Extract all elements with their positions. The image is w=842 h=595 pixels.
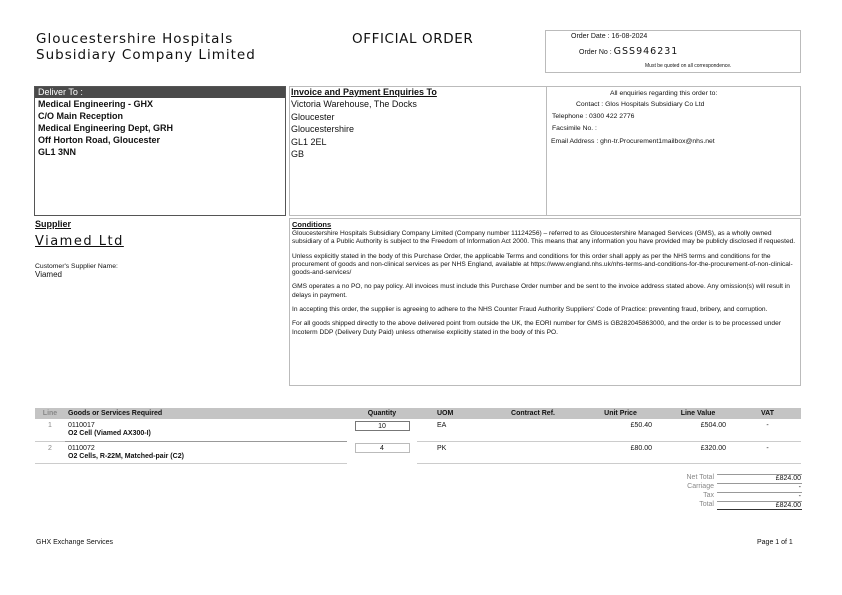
condition-paragraph: In accepting this order, the supplier is agreeing to adhere to the NHS Counter Fraud Authority Suppliers' Code of Practice: preventing fraud, bribery, and corruption. (292, 306, 768, 314)
row-vat: - (766, 422, 769, 429)
row-quantity: 4 (355, 443, 410, 453)
order-number-row (579, 46, 678, 57)
footer-source: GHX Exchange Services (36, 539, 114, 546)
contact-row (576, 101, 704, 108)
tax-label: Tax (703, 492, 714, 499)
net-total-value: £824.00 (717, 474, 802, 482)
telephone-row (552, 113, 634, 120)
deliver-to-address (35, 98, 285, 158)
row-line-number: 1 (48, 422, 52, 429)
conditions-heading: Conditions (292, 220, 332, 229)
header-uom: UOM (417, 408, 487, 419)
order-date-value: 16-08-2024 (611, 33, 648, 40)
row-uom: EA (437, 422, 447, 429)
row-item-code: 0110017 (68, 422, 95, 429)
totals-block (640, 474, 802, 510)
row-line-number: 2 (48, 444, 52, 452)
order-date-label: Order Date : (571, 33, 610, 40)
header-line: Line (35, 408, 65, 419)
enquiries-note: All enquiries regarding this order to: (610, 90, 718, 97)
page-number: Page 1 of 1 (757, 539, 793, 546)
contact-section (546, 87, 802, 215)
carriage-label: Carriage (687, 483, 714, 490)
deliver-address-line: Medical Engineering Dept, GRH (38, 123, 174, 133)
invoice-address-line: GB (291, 149, 305, 159)
table-row-desc (35, 452, 801, 464)
company-name-line2: Subsidiary Company Limited (36, 47, 256, 63)
row-uom: PK (437, 444, 447, 452)
facsimile-row (552, 125, 597, 132)
header-goods: Goods or Services Required (65, 408, 347, 419)
row-quantity-cell (347, 441, 417, 464)
carriage-value: - (717, 483, 802, 491)
supplier-name: Viamed Ltd (35, 234, 124, 249)
row-vat: - (766, 444, 769, 452)
header-contract-ref: Contract Ref. (487, 408, 579, 419)
table-row (35, 441, 801, 452)
net-total-label: Net Total (686, 474, 714, 481)
row-quantity-cell (347, 419, 417, 441)
order-number-label: Order No : (579, 49, 612, 56)
table-header-row (35, 408, 801, 419)
invoice-address-section (290, 87, 546, 215)
email-label: Email Address : (551, 138, 599, 145)
telephone-value: 0300 422 2776 (589, 113, 635, 120)
grand-total-value: £824.00 (717, 501, 802, 510)
company-name (36, 31, 256, 63)
invoice-address-line: GL1 2EL (291, 136, 327, 147)
invoice-heading: Invoice and Payment Enquiries To (291, 87, 437, 97)
order-number-value: GSS946231 (613, 46, 679, 57)
row-item-description: O2 Cells, R-22M, Matched-pair (C2) (65, 452, 347, 464)
supplier-heading: Supplier (35, 219, 72, 229)
facsimile-label: Facsimile No. : (552, 125, 597, 132)
header-quantity: Quantity (347, 408, 417, 419)
row-line-value: £320.00 (700, 444, 726, 452)
row-unit-price: £80.00 (630, 444, 652, 452)
order-number-note: Must be quoted on all correspondence. (645, 63, 732, 69)
condition-paragraph: GMS operates a no PO, no pay policy. All invoices must include this Purchase Order number and be sent to the invoice address stated above. Any omission(s) will result in delays in payment. (292, 283, 790, 299)
deliver-address-line: GL1 3NN (38, 147, 77, 157)
header-line-value: Line Value (662, 408, 734, 419)
company-name-line1: Gloucestershire Hospitals (36, 31, 234, 47)
row-contract-ref (487, 441, 579, 452)
order-date-row (571, 33, 647, 40)
grand-total-label: Total (699, 501, 714, 508)
telephone-label: Telephone : (552, 113, 588, 120)
deliver-address-line: Medical Engineering - GHX (38, 99, 154, 109)
email-value[interactable]: ghn-tr.Procurement1mailbox@nhs.net (600, 138, 715, 145)
condition-paragraph: For all goods shipped directly to the above delivered point from outside the UK, the EORI number for GMS is GB282045863000, and the order is to be processed under Incoterm DDP (Delivery Duty Paid) unless otherwise explicitly stated in the body of this PO. (292, 320, 781, 336)
order-info-box (545, 30, 801, 73)
condition-paragraph: Gloucestershire Hospitals Subsidiary Company Limited (Company number 11124256) – referred to as Gloucestershire Managed Services (GMS), as a wholly owned subsidiary of a Public Authority is subject to the Freedom of Information Act 2000. This means that any information you have provided may be publicly disclosed if requested. (292, 230, 796, 246)
row-contract-ref (487, 419, 579, 429)
row-unit-price: £50.40 (630, 422, 652, 429)
order-lines-table (35, 408, 801, 464)
net-total-row (640, 474, 802, 483)
customer-supplier-name-label: Customer's Supplier Name: (35, 263, 118, 270)
deliver-to-heading: Deliver To : (35, 87, 285, 98)
row-item-code: 0110072 (68, 444, 95, 452)
tax-value: - (717, 492, 802, 500)
carriage-row (640, 483, 802, 492)
invoice-address-line: Gloucester (291, 111, 335, 122)
document-title: OFFICIAL ORDER (352, 31, 474, 47)
header-vat: VAT (734, 408, 801, 419)
row-item-description: O2 Cell (Viamed AX300-I) (65, 429, 347, 441)
contact-value: Glos Hospitals Subsidiary Co Ltd (605, 101, 705, 108)
conditions-box (289, 218, 801, 386)
condition-paragraph: Unless explicitly stated in the body of this Purchase Order, the applicable Terms and conditions for this order shall apply as per the NHS terms and conditions for the procurement of goods and non-clinical services as per NHS England, available at https://www.england.nhs.uk/nhs-terms-and-conditions-for-the-procurement-of-non-clinical-goods-and-services/ (292, 252, 793, 277)
deliver-to-box (34, 86, 286, 216)
invoice-address-line: Victoria Warehouse, The Docks (291, 99, 417, 109)
deliver-address-line: Off Horton Road, Gloucester (38, 135, 161, 145)
row-quantity: 10 (355, 421, 410, 431)
contact-label: Contact : (576, 101, 604, 108)
table-row-desc (35, 429, 801, 441)
invoice-address-line: Gloucestershire (291, 124, 355, 134)
row-line-value: £504.00 (700, 422, 726, 429)
tax-row (640, 492, 802, 501)
header-unit-price: Unit Price (579, 408, 662, 419)
invoice-box (289, 86, 801, 216)
deliver-address-line: C/O Main Reception (38, 111, 124, 121)
table-row (35, 419, 801, 429)
grand-total-row (640, 501, 802, 510)
email-row (551, 138, 715, 145)
customer-supplier-name-value: Viamed (35, 270, 62, 279)
